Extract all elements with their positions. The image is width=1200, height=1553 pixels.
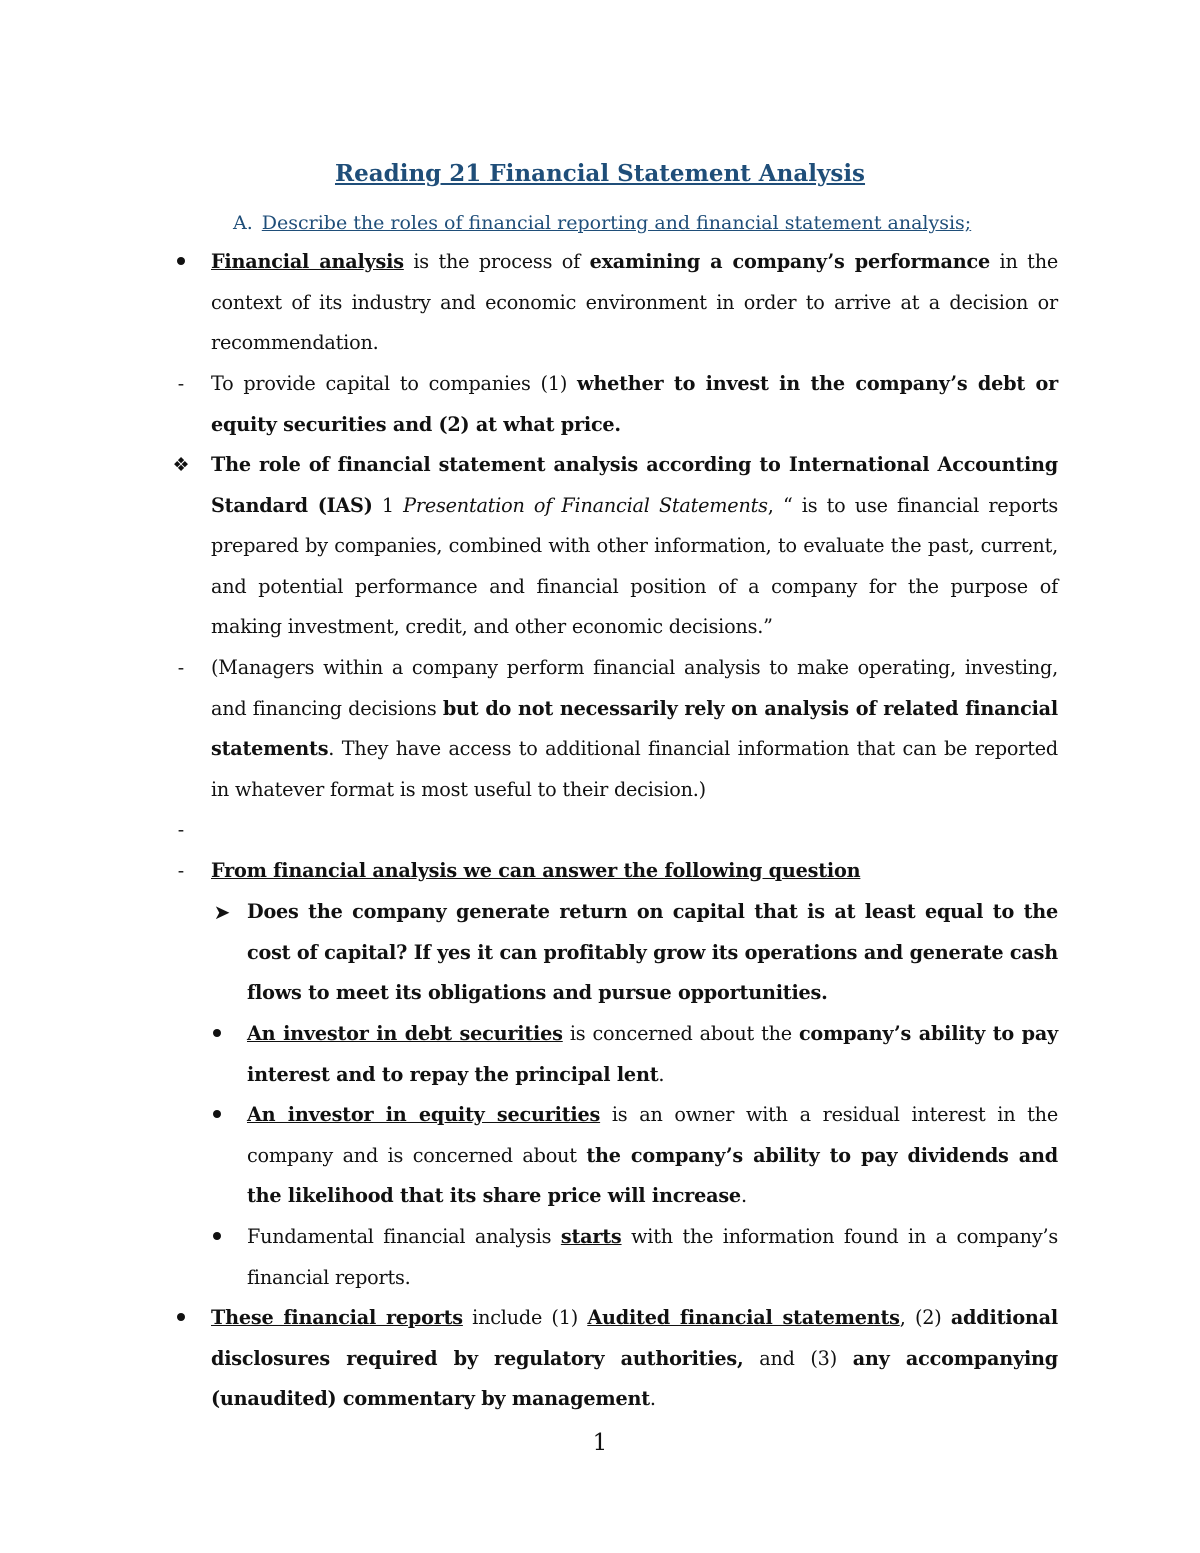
paragraph-following-question: From financial analysis we can answer the following question [211,859,861,882]
page-number: 1 [592,1430,608,1456]
paragraph-provide-capital: To provide capital to companies (1) whether to invest in the company’s debt or equity securities and (2) at what price. [211,372,1058,436]
dash-marker: - [177,373,185,395]
paragraph-managers: (Managers within a company perform financial analysis to make operating, investing, and financing decisions but do not necessarily rely on analysis of related financial statements. They have access to additional financial information that can be reported in whatever format is most useful to their decision.) [211,656,1058,801]
paragraph-equity-investor: An investor in equity securities is an owner with a residual interest in the company and is concerned about the company’s ability to pay dividends and the likelihood that its share price will increase. [247,1103,1058,1208]
paragraph-return-on-capital: Does the company generate return on capital that is at least equal to the cost of capital? If yes it can profitably grow its operations and generate cash flows to meet its obligations and pursue opportunities. [247,900,1058,1005]
paragraph-financial-analysis: Financial analysis is the process of examining a company’s performance in the context of its industry and economic environment in order to arrive at a decision or recommendation. [211,250,1059,355]
bullet-dot-icon [206,1217,228,1258]
diamond-bullet-icon: ❖ [172,454,190,476]
paragraph-role-of-fsa: The role of financial statement analysis according to International Accounting Standard (IAS) 1 Presentation of Financial Statements, “ is to use financial reports prepared by companies, combined with other information, to evaluate the past, current, and potential performance and financial position of a company for the purpose of making investment, credit, and other economic decisions.” [211,453,1059,639]
document-title: Reading 21 Financial Statement Analysis [334,160,866,187]
arrow-bullet-icon: ➤ [213,900,231,924]
term-financial-analysis: Financial analysis [211,250,404,273]
bullet-dot-icon [170,242,192,283]
bullet-dot-icon [170,1298,192,1339]
paragraph-fundamental-analysis: Fundamental financial analysis starts with the information found in a company’s financial reports. [247,1225,1059,1289]
paragraph-financial-reports: These financial reports include (1) Audited financial statements, (2) additional disclosures required by regulatory authorities, and (3) any accompanying (unaudited) commentary by management. [211,1306,1059,1411]
section-heading-text: Describe the roles of financial reporting and financial statement analysis; [261,212,972,234]
section-letter: A. [233,212,253,234]
dash-marker: - [177,657,185,679]
section-heading-a [233,206,1073,240]
dash-marker: - [177,860,185,882]
bullet-dot-icon [206,1095,228,1136]
bullet-dot-icon [206,1014,228,1055]
paragraph-debt-investor: An investor in debt securities is concerned about the company’s ability to pay interest and to repay the principal lent. [247,1022,1058,1086]
dash-marker: - [177,819,185,841]
